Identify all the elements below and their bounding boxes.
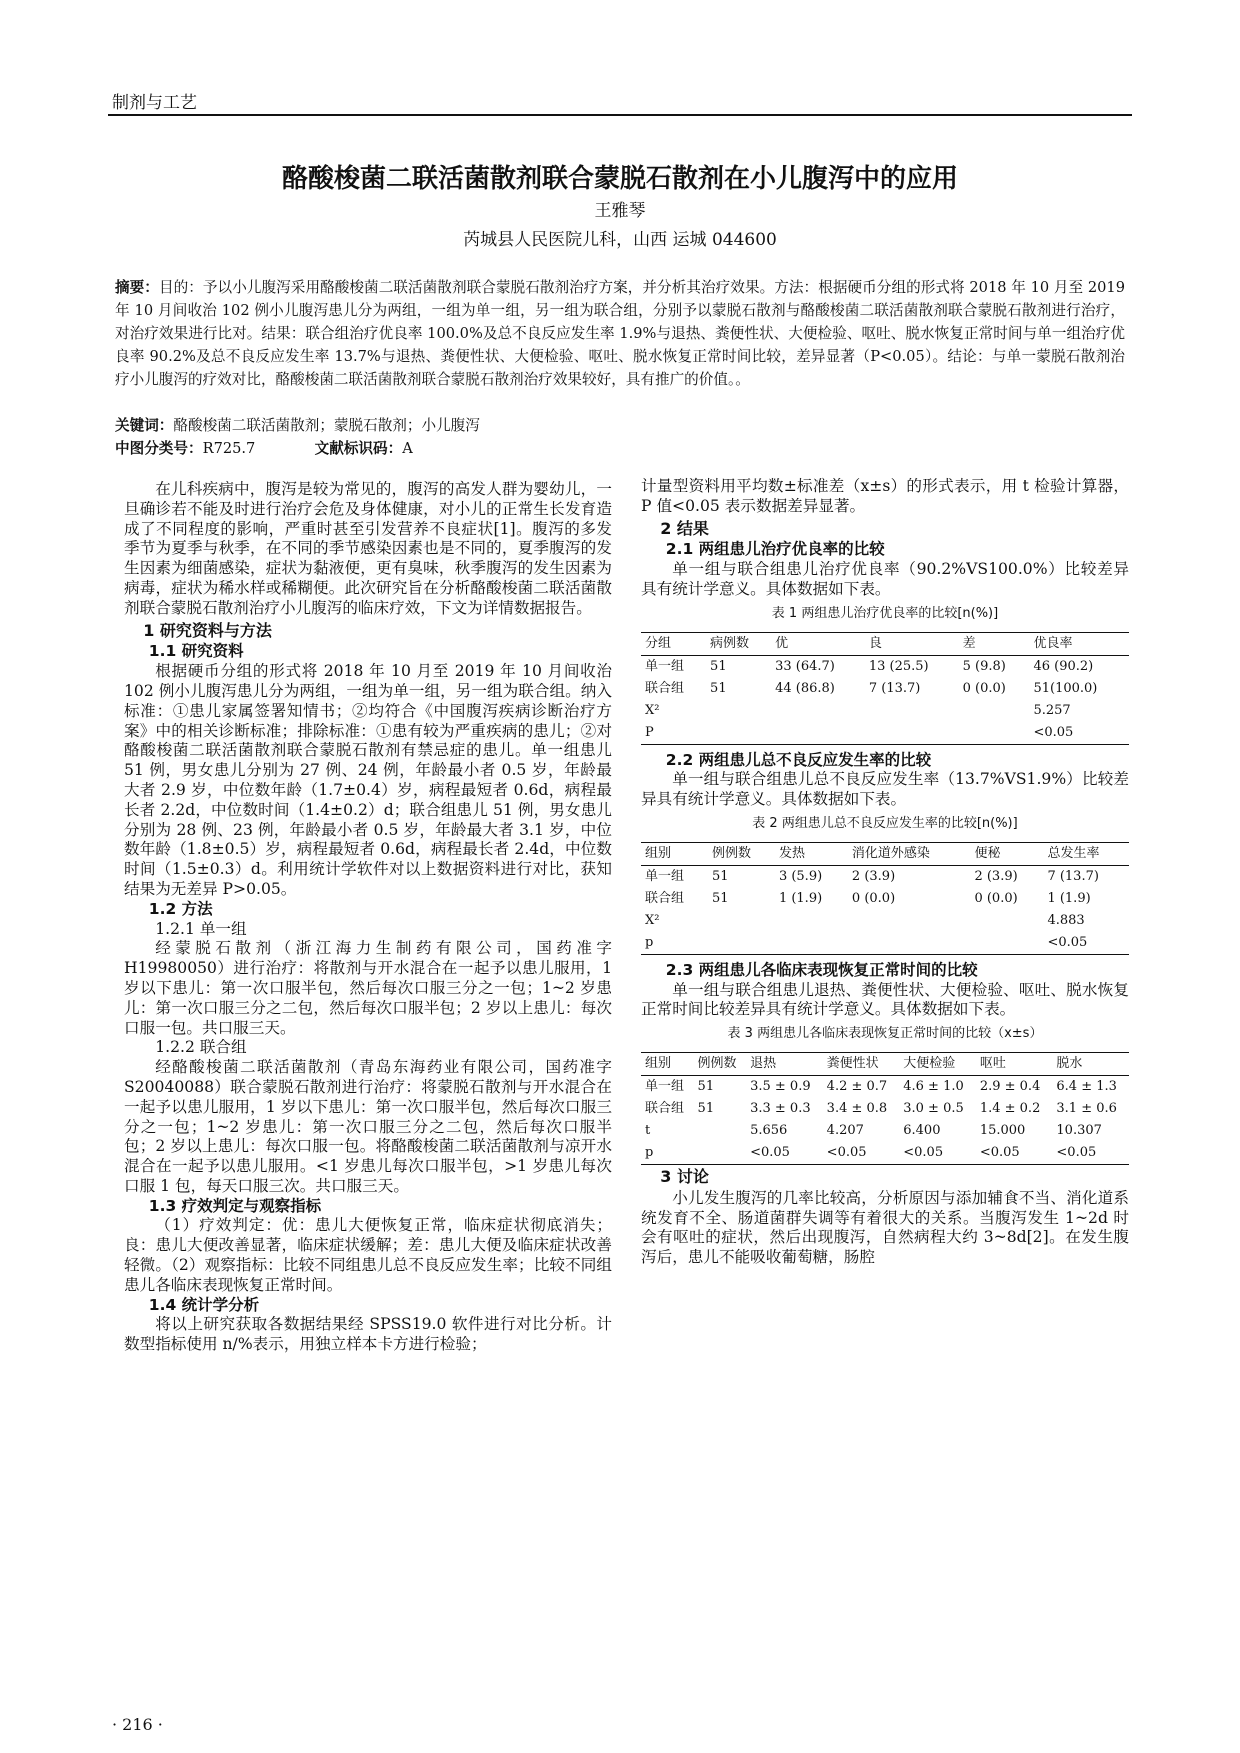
paragraph-1-2-1: 经蒙脱石散剂（浙江海力生制药有限公司，国药准字 H19980050）进行治疗：将散剂与开水混合在一起予以患儿服用，1 岁以下患儿：第一次口服半包，然后每次口服三分之一包；1~2 岁患儿：第一次口服三分之二包，然后每次口服半包；2 岁以上患儿：每次口服一包。共口服三天。 xyxy=(124,939,612,1037)
doc-code-value: A xyxy=(402,440,413,457)
table-cell: 13 (25.5) xyxy=(868,658,929,674)
table-cell xyxy=(771,700,865,722)
table-header-cell: 消化道外感染 xyxy=(848,842,971,865)
table-cell: 6.4 ± 1.3 xyxy=(1056,1078,1117,1094)
cls-label: 中图分类号： xyxy=(115,440,203,457)
paragraph-3: 小儿发生腹泻的几率比较高，分析原因与添加辅食不当、消化道系统发育不全、肠道菌群失调等有着很大的关系。当腹泻发生 1~2d 时会有呕吐的症状，然后出现腹泻，自然病程大约 3~8d[2]。在发生腹泻后，患儿不能吸收葡萄糖，肠腔 xyxy=(641,1188,1129,1267)
table-header-cell: 大便检验 xyxy=(899,1052,976,1075)
table-cell: t xyxy=(645,1122,651,1138)
table-cell: p xyxy=(645,1144,654,1160)
heading-1-3: 1.3 疗效判定与观察指标 xyxy=(148,1196,322,1215)
heading-results: 2 结果 xyxy=(660,518,709,538)
table-header-cell: 差 xyxy=(959,632,1030,655)
table-cell: 3.4 ± 0.8 xyxy=(826,1100,888,1116)
table-cell: 51 xyxy=(710,658,727,674)
table-header-cell: 退热 xyxy=(746,1052,823,1075)
heading-methods: 1 研究资料与方法 xyxy=(143,620,272,640)
right-column xyxy=(641,477,1129,1268)
table-cell: 5.656 xyxy=(750,1122,788,1138)
doc-code-label: 文献标识码： xyxy=(314,440,403,457)
table-header-cell: 便秘 xyxy=(970,842,1043,865)
table-cell: 4.6 ± 1.0 xyxy=(903,1078,964,1094)
table-cell: 51 xyxy=(697,1100,715,1116)
abstract-label: 摘要： xyxy=(115,279,159,296)
affiliation: 芮城县人民医院儿科，山西 运城 044600 xyxy=(463,230,777,250)
table-header-cell: 优 xyxy=(771,632,865,655)
abstract-text: 目的：予以小儿腹泻采用酪酸梭菌二联活菌散剂联合蒙脱石散剂治疗方案，并分析其治疗效果。方法：根据硬币分组的形式将 2018 年 10 月至 2019 年 10 月间收治 102 例小儿腹泻患儿分为两组，一组为单一组，另一组为联合组，分别予以蒙脱石散剂与酪酸梭菌二联活菌散剂联合蒙脱石散剂进行治疗，对治疗效果进行比对。结果：联合组治疗优良率 100.0%及总不良反应发生率 1.9%与退热、粪便性状、大便检验、呕吐、脱水恢复正常时间与单一组治疗优良率 90.2%及总不良反应发生率 13.7%与退热、粪便性状、大便检验、呕吐、脱水恢复正常时间比较，差异显著（P<0.05）。结论：与单一蒙脱石散剂治疗小儿腹泻的疗效对比，酪酸梭菌二联活菌散剂联合蒙脱石散剂治疗效果较好，具有推广的价值。。 xyxy=(115,279,1125,388)
table-cell xyxy=(694,1120,747,1142)
table-row xyxy=(641,865,1129,888)
paragraph-1-3: （1）疗效判定：优：患儿大便恢复正常，临床症状彻底消失；良：患儿大便改善显著，临床症状缓解；差：患儿大便及临床症状改善轻微。（2）观察指标：比较不同组患儿总不良反应发生率；比较不同组患儿各临床表现恢复正常时间。 xyxy=(124,1216,612,1294)
table-cell: 单一组 xyxy=(645,1078,685,1094)
table-1-caption: 表 1 两组患儿治疗优良率的比较[n(%)] xyxy=(771,605,999,621)
table-header-cell: 总发生率 xyxy=(1043,842,1129,865)
table-header-cell: 分组 xyxy=(641,632,706,655)
table-header-cell: 例例数 xyxy=(708,842,775,865)
table-cell: 0 (0.0) xyxy=(962,680,1006,696)
table-cell xyxy=(970,910,1043,932)
heading-1-2-1: 1.2.1 单一组 xyxy=(155,919,247,938)
paragraph-1-4: 将以上研究获取各数据结果经 SPSS19.0 软件进行对比分析。计数型指标使用 n/%表示，用独立样本卡方进行检验； xyxy=(124,1315,612,1354)
table-cell: p xyxy=(645,934,654,950)
table-cell: 联合组 xyxy=(645,1100,685,1116)
heading-1-2: 1.2 方法 xyxy=(148,899,213,918)
table-cell: 2 (3.9) xyxy=(974,868,1018,884)
table-cell: <0.05 xyxy=(903,1144,944,1160)
table-cell: 2 (3.9) xyxy=(851,868,896,884)
table-header-cell: 优良率 xyxy=(1029,632,1129,655)
table-cell: <0.05 xyxy=(1047,934,1088,950)
table-cell xyxy=(848,932,971,955)
intro-paragraph: 在儿科疾病中，腹泻是较为常见的，腹泻的高发人群为婴幼儿，一旦确诊若不能及时进行治疗会危及身体健康，对小儿的正常生长发育造成了不同程度的影响，严重时甚至引发营养不良症状[1]。腹泻的多发季节为夏季与秋季，在不同的季节感染因素也是不同的，夏季腹泻的发生因素为细菌感染，症状为黏液便，更有臭味，秋季腹泻的发生因素为病毒，症状为稀水样或稀糊便。此次研究旨在分析酪酸梭菌二联活菌散剂联合蒙脱石散剂治疗小儿腹泻的临床疗效，下文为详情数据报告。 xyxy=(124,480,612,617)
table-3 xyxy=(641,1052,1129,1165)
table-cell: 7 (13.7) xyxy=(1047,868,1099,884)
table-2-caption: 表 2 两组患儿总不良反应发生率的比较[n(%)] xyxy=(752,815,1018,831)
table-cell: 单一组 xyxy=(645,868,685,884)
table-cell xyxy=(959,722,1030,745)
table-cell: 联合组 xyxy=(645,890,685,906)
table-cell: 4.883 xyxy=(1047,912,1085,928)
table-cell: 0 (0.0) xyxy=(974,890,1018,906)
table-cell: 1.4 ± 0.2 xyxy=(979,1100,1041,1116)
table-cell: 5 (9.8) xyxy=(962,658,1006,674)
table-row xyxy=(641,700,1129,722)
table-cell: 33 (64.7) xyxy=(775,658,835,674)
heading-1-1: 1.1 研究资料 xyxy=(148,642,244,661)
table-row xyxy=(641,655,1129,678)
paragraph-1-1: 根据硬币分组的形式将 2018 年 10 月至 2019 年 10 月间收治 102 例小儿腹泻患儿分为两组，一组为单一组，另一组为联合组。纳入标准：①患儿家属签署知情书；②均符合《中国腹泻疾病诊断治疗方案》中的相关诊断标准；排除标准：①患有较为严重疾病的患儿；②对酪酸梭菌二联活菌散剂联合蒙脱石散剂有禁忌症的患儿。单一组患儿 51 例，男女患儿分别为 27 例、24 例，年龄最小者 0.5 岁，年龄最大者 2.9 岁，中位数年龄（1.7±0.4）岁，病程最短者 0.6d，病程最长者 2.2d，中位数时间（1.4±0.2）d；联合组患儿 51 例，男女患儿分别为 28 例、23 例，年龄最小者 0.5 岁，年龄最大者 3.1 岁，中位数年龄（1.8±0.5）岁，病程最短者 0.6d，病程最长者 2.4d，中位数时间（1.5±0.3）d。利用统计学软件对以上数据资料进行对比，获知结果为无差异 P>0.05。 xyxy=(124,662,612,898)
table-3-caption: 表 3 两组患儿各临床表现恢复正常时间的比较（x±s） xyxy=(727,1026,1043,1042)
table-cell: <0.05 xyxy=(826,1144,867,1160)
page-number: · 216 · xyxy=(112,1715,163,1734)
paragraph-stat-cont: 计量型资料用平均数±标准差（x±s）的形式表示，用 t 检验计算器，P 值<0.05 表示数据差异显著。 xyxy=(641,477,1129,515)
table-header-cell: 发热 xyxy=(775,842,848,865)
heading-2-1: 2.1 两组患儿治疗优良率的比较 xyxy=(665,540,885,559)
table-cell: 5.257 xyxy=(1033,702,1071,718)
table-cell: 51 xyxy=(697,1078,715,1094)
paragraph-1-2-2: 经酪酸梭菌二联活菌散剂（青岛东海药业有限公司，国药准字 S20040088）联合蒙脱石散剂进行治疗：将蒙脱石散剂与开水混合在一起予以患儿服用，1 岁以下患儿：第一次口服半包，然后每次口服三分之一包；1~2 岁患儿：第一次口服三分之二包，然后每次口服半包；2 岁以上患儿：每次口服一包。将酪酸梭菌二联活菌散剂与凉开水混合在一起予以患儿服用。<1 岁患儿每次口服半包，>1 岁患儿每次口服 1 包，每天口服三次。共口服三天。 xyxy=(124,1058,612,1195)
table-cell xyxy=(775,932,848,955)
table-header-cell: 组别 xyxy=(641,842,708,865)
abstract xyxy=(115,276,1125,391)
table-header-cell: 粪便性状 xyxy=(823,1052,900,1075)
table-row xyxy=(641,722,1129,745)
table-cell xyxy=(708,910,775,932)
table-cell: 51 xyxy=(710,680,727,696)
table-cell: 联合组 xyxy=(645,680,685,696)
table-header-cell: 例例数 xyxy=(694,1052,747,1075)
keywords xyxy=(115,414,480,435)
table-cell: X² xyxy=(645,702,660,718)
table-row xyxy=(641,932,1129,955)
table-cell: 51(100.0) xyxy=(1033,680,1098,696)
heading-2-2: 2.2 两组患儿总不良反应发生率的比较 xyxy=(665,750,932,769)
header-rule xyxy=(108,114,1132,116)
table-2 xyxy=(641,842,1129,955)
table-cell xyxy=(865,700,959,722)
table-header-cell: 呕吐 xyxy=(976,1052,1053,1075)
table-cell: 44 (86.8) xyxy=(775,680,835,696)
paragraph-2-2: 单一组与联合组患儿总不良反应发生率（13.7%VS1.9%）比较差异具有统计学意义。具体数据如下表。 xyxy=(641,770,1129,809)
table-header-cell: 组别 xyxy=(641,1052,694,1075)
table-row xyxy=(641,678,1129,700)
table-cell: 2.9 ± 0.4 xyxy=(979,1078,1041,1094)
table-cell: <0.05 xyxy=(979,1144,1020,1160)
table-cell xyxy=(706,722,771,745)
table-cell: 单一组 xyxy=(645,658,685,674)
table-cell: 0 (0.0) xyxy=(851,890,896,906)
table-cell xyxy=(771,722,865,745)
table-cell: <0.05 xyxy=(750,1144,790,1160)
left-column xyxy=(124,480,612,1355)
table-cell: 3.5 ± 0.9 xyxy=(750,1078,811,1094)
heading-1-2-2: 1.2.2 联合组 xyxy=(155,1038,247,1057)
table-cell xyxy=(865,722,959,745)
table-cell: 4.207 xyxy=(826,1122,864,1138)
table-row xyxy=(641,910,1129,932)
table-cell: 3.1 ± 0.6 xyxy=(1056,1100,1117,1116)
table-header-cell: 良 xyxy=(865,632,959,655)
table-row xyxy=(641,888,1129,910)
keywords-label: 关键词： xyxy=(115,417,174,434)
table-row xyxy=(641,1098,1129,1120)
table-cell xyxy=(708,932,775,955)
table-cell: 3 (5.9) xyxy=(778,868,823,884)
table-cell xyxy=(775,910,848,932)
table-cell: 10.307 xyxy=(1056,1122,1102,1138)
keywords-text: 酪酸梭菌二联活菌散剂；蒙脱石散剂；小儿腹泻 xyxy=(173,417,480,434)
table-row xyxy=(641,1075,1129,1098)
table-cell: 51 xyxy=(711,890,729,906)
table-header-cell: 脱水 xyxy=(1052,1052,1129,1075)
table-cell: 7 (13.7) xyxy=(868,680,921,696)
table-header-cell: 病例数 xyxy=(706,632,771,655)
cls-value: R725.7 xyxy=(202,440,256,457)
paragraph-2-3: 单一组与联合组患儿退热、粪便性状、大便检验、呕吐、脱水恢复正常时间比较差异具有统计学意义。具体数据如下表。 xyxy=(641,980,1129,1019)
table-row xyxy=(641,1142,1129,1165)
heading-1-4: 1.4 统计学分析 xyxy=(148,1295,260,1314)
table-cell: X² xyxy=(645,912,660,928)
section-header: 制剂与工艺 xyxy=(112,93,197,113)
table-cell: 3.3 ± 0.3 xyxy=(750,1100,811,1116)
classification xyxy=(115,437,413,458)
table-row xyxy=(641,1120,1129,1142)
table-cell: 6.400 xyxy=(903,1122,941,1138)
table-cell xyxy=(706,700,771,722)
paragraph-2-1: 单一组与联合组患儿治疗优良率（90.2%VS100.0%）比较差异具有统计学意义。具体数据如下表。 xyxy=(641,560,1129,598)
table-cell xyxy=(848,910,971,932)
table-cell: 1 (1.9) xyxy=(778,890,823,906)
author: 王雅琴 xyxy=(594,201,646,221)
table-1 xyxy=(641,632,1129,745)
table-cell: 15.000 xyxy=(979,1122,1026,1138)
heading-2-3: 2.3 两组患儿各临床表现恢复正常时间的比较 xyxy=(665,960,978,979)
table-cell: 46 (90.2) xyxy=(1033,658,1094,674)
table-cell: <0.05 xyxy=(1056,1144,1097,1160)
table-cell: 4.2 ± 0.7 xyxy=(826,1078,888,1094)
table-cell xyxy=(970,932,1043,955)
heading-discussion: 3 讨论 xyxy=(660,1166,709,1186)
table-cell: <0.05 xyxy=(1033,724,1074,740)
article-title: 酪酸梭菌二联活菌散剂联合蒙脱石散剂在小儿腹泻中的应用 xyxy=(281,164,958,194)
table-cell: 1 (1.9) xyxy=(1047,890,1091,906)
table-cell xyxy=(959,700,1030,722)
table-cell xyxy=(694,1142,747,1165)
table-cell: 51 xyxy=(711,868,729,884)
table-cell: 3.0 ± 0.5 xyxy=(903,1100,964,1116)
table-cell: P xyxy=(645,724,654,740)
